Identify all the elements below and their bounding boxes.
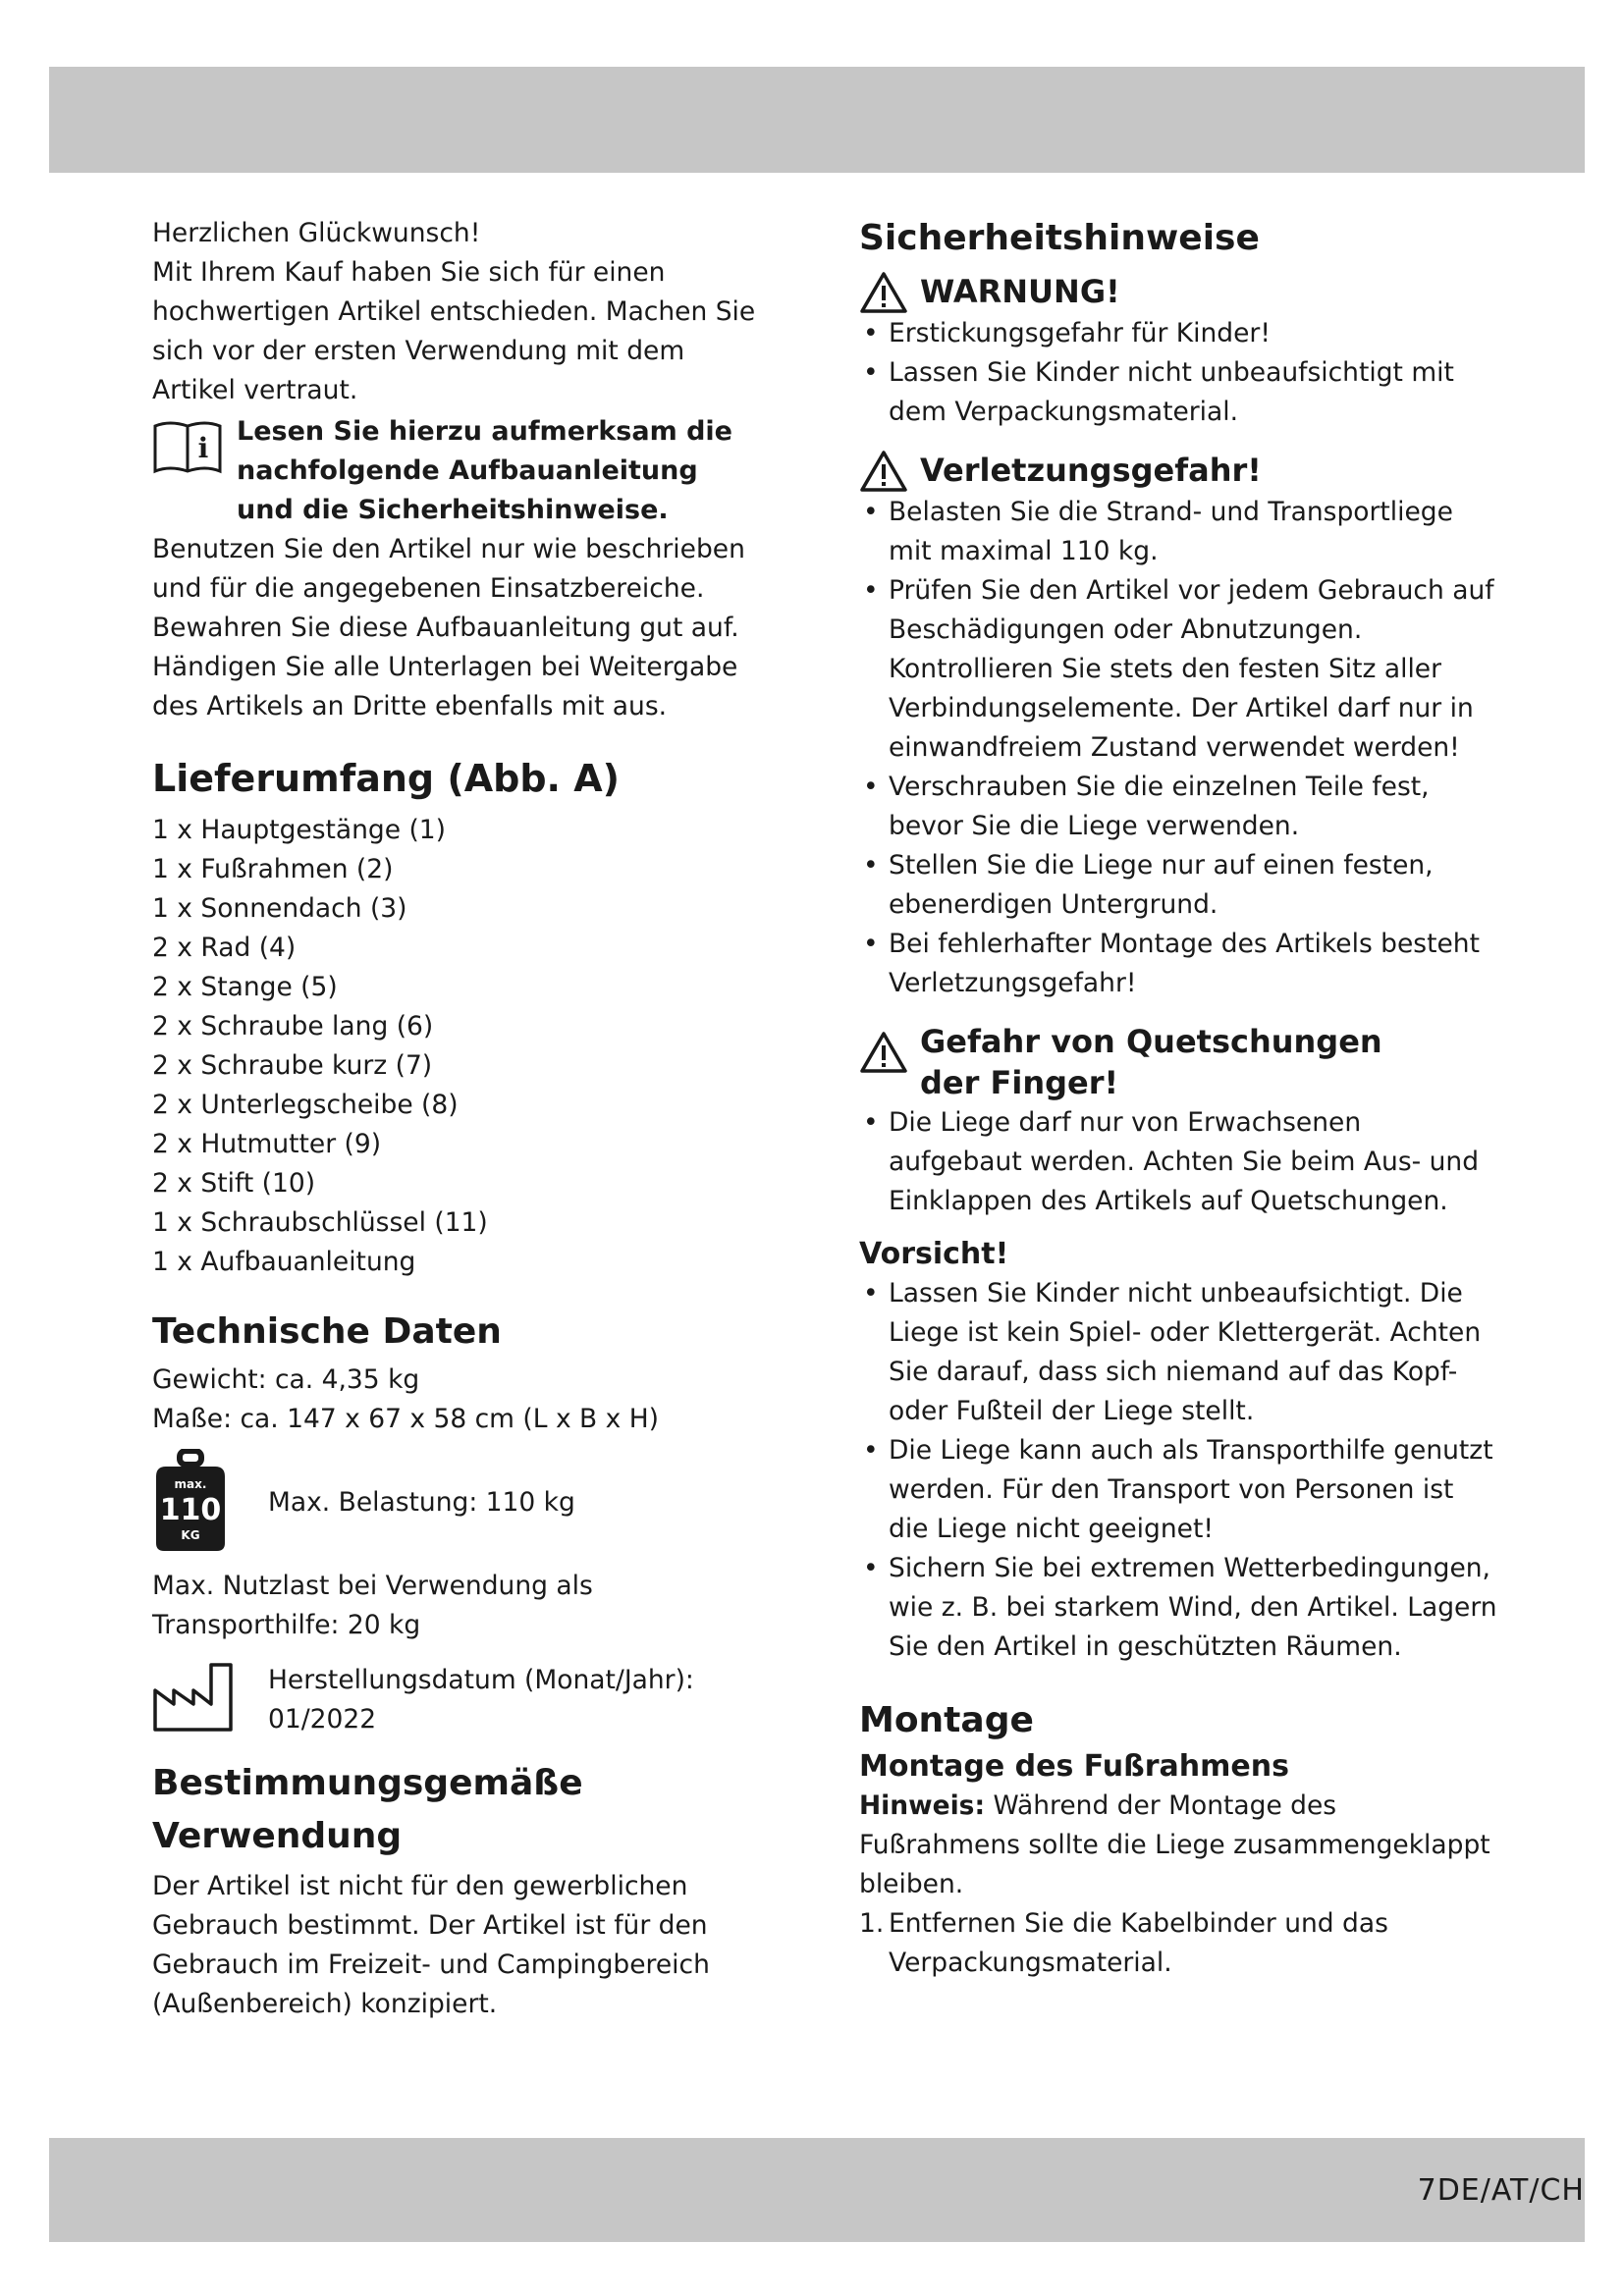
header-band: [49, 67, 1585, 173]
assembly-steps: [859, 1904, 1497, 1983]
step-number: 1.: [859, 1908, 885, 1939]
hint-text: Während der Montage des Fußrahmens sollte die Liege zusammengeklappt bleiben.: [859, 1790, 1490, 1899]
usage-paragraph: Benutzen Sie den Artikel nur wie beschrieben und für die angegebenen Einsatzbereiche. Bewahren Sie diese Aufbauanleitung gut auf. Händigen Sie alle Unterlagen bei Weitergabe des Artikels an Dritte ebenfalls mit aus.: [152, 534, 745, 721]
list-item: • Erstickungsgefahr für Kinder!: [859, 314, 1497, 353]
left-column: [152, 214, 761, 2024]
footer-band: [49, 2138, 1585, 2242]
weight-icon: [152, 1449, 229, 1553]
svg-text:i: i: [197, 432, 209, 464]
list-item: • Lassen Sie Kinder nicht unbeaufsichtigt mit dem Verpackungsmaterial.: [859, 353, 1497, 432]
list-item: 2 x Unterlegscheibe (8): [152, 1090, 459, 1120]
list-item: • Sichern Sie bei extremen Wetterbedingungen, wie z. B. bei starkem Wind, den Artikel. Lagern Sie den Artikel in geschützten Räumen.: [859, 1549, 1497, 1667]
caution-title: Vorsicht!: [859, 1237, 1009, 1271]
assembly-hint: [859, 1787, 1497, 1904]
list-item: 1 x Fußrahmen (2): [152, 854, 394, 884]
intended-use-paragraph: Der Artikel ist nicht für den gewerblichen Gebrauch bestimmt. Der Artikel ist für den Gebrauch im Freizeit- und Campingbereich (Außenbereich) konzipiert.: [152, 1871, 710, 2019]
right-column: [859, 214, 1497, 1983]
greeting: Herzlichen Glückwunsch!: [152, 218, 481, 248]
injury-head: [859, 450, 1497, 493]
warning-list: [859, 314, 1497, 432]
list-item: 2 x Rad (4): [152, 933, 297, 963]
safety-heading: Sicherheitshinweise: [859, 218, 1260, 258]
list-item: 2 x Hutmutter (9): [152, 1129, 382, 1159]
weight-icon-max: max.: [174, 1477, 207, 1491]
pinch-list: [859, 1103, 1497, 1221]
tech-weight: Gewicht: ca. 4,35 kg: [152, 1364, 420, 1395]
warning-triangle-icon: [859, 450, 908, 493]
payload: Max. Nutzlast bei Verwendung als Transporthilfe: 20 kg: [152, 1571, 593, 1640]
list-item: • Lassen Sie Kinder nicht unbeaufsichtigt. Die Liege ist kein Spiel- oder Klettergerät. Achten Sie darauf, dass sich niemand auf das Kopf- oder Fußteil der Liege stellt.: [859, 1274, 1497, 1431]
list-item: 2 x Schraube lang (6): [152, 1011, 434, 1041]
max-load-row: [152, 1449, 761, 1557]
list-item: 1 x Sonnendach (3): [152, 893, 407, 924]
list-item: • Belasten Sie die Strand- und Transportliege mit maximal 110 kg.: [859, 493, 1497, 571]
intro-paragraph: Mit Ihrem Kauf haben Sie sich für einen hochwertigen Artikel entschieden. Machen Sie sich vor der ersten Verwendung mit dem Artikel vertraut.: [152, 257, 756, 405]
list-item: • Bei fehlerhafter Montage des Artikels besteht Verletzungsgefahr!: [859, 925, 1497, 1003]
caution-list: [859, 1274, 1497, 1667]
read-note: [152, 412, 761, 530]
max-load: Max. Belastung: 110 kg: [268, 1487, 575, 1518]
list-item: 2 x Stange (5): [152, 972, 338, 1002]
factory-icon: [152, 1661, 235, 1734]
list-item: 2 x Schraube kurz (7): [152, 1050, 433, 1081]
injury-list: [859, 493, 1497, 1003]
list-item: • Stellen Sie die Liege nur auf einen festen, ebenerdigen Untergrund.: [859, 846, 1497, 925]
pinch-title: Gefahr von Quetschungen der Finger!: [920, 1023, 1382, 1101]
manufacture-row: [152, 1661, 761, 1739]
assembly-subheading: Montage des Fußrahmens: [859, 1749, 1289, 1784]
scope-list: [152, 811, 761, 1282]
step-text: Entfernen Sie die Kabelbinder und das Verpackungsmaterial.: [889, 1908, 1388, 1978]
page-number: 7DE/AT/CH: [1417, 2173, 1585, 2208]
list-item: • Die Liege kann auch als Transporthilfe genutzt werden. Für den Transport von Personen ist die Liege nicht geeignet!: [859, 1431, 1497, 1549]
warning-head: [859, 271, 1497, 314]
pinch-head: [859, 1021, 1497, 1103]
list-item: 1 x Schraubschlüssel (11): [152, 1207, 488, 1238]
warning-title: WARNUNG!: [920, 273, 1120, 310]
manufacture-label: Herstellungsdatum (Monat/Jahr):: [268, 1665, 694, 1695]
weight-icon-unit: KG: [181, 1528, 200, 1542]
intended-use-heading: Bestimmungsgemäße Verwendung: [152, 1763, 583, 1856]
warning-triangle-icon: [859, 1031, 908, 1078]
read-note-text: Lesen Sie hierzu aufmerksam die nachfolgende Aufbauanleitung und die Sicherheitshinweise.: [237, 416, 732, 525]
list-item: • Prüfen Sie den Artikel vor jedem Gebrauch auf Beschädigungen oder Abnutzungen. Kontrollieren Sie stets den festen Sitz aller Verbindungselemente. Der Artikel darf nur in einwandfreiem Zustand verwendet werden!: [859, 571, 1497, 768]
list-item: 2 x Stift (10): [152, 1168, 316, 1199]
manufacture-date: 01/2022: [268, 1704, 377, 1735]
list-item: [859, 1904, 1497, 1983]
list-item: 1 x Hauptgestänge (1): [152, 815, 447, 845]
injury-title: Verletzungsgefahr!: [920, 452, 1262, 489]
list-item: • Die Liege darf nur von Erwachsenen aufgebaut werden. Achten Sie beim Aus- und Einklappen des Artikels auf Quetschungen.: [859, 1103, 1497, 1221]
scope-heading: Lieferumfang (Abb. A): [152, 757, 620, 800]
list-item: 1 x Aufbauanleitung: [152, 1247, 416, 1277]
assembly-heading: Montage: [859, 1700, 1034, 1740]
hint-label: Hinweis:: [859, 1790, 986, 1821]
list-item: • Verschrauben Sie die einzelnen Teile fest, bevor Sie die Liege verwenden.: [859, 768, 1497, 846]
tech-heading: Technische Daten: [152, 1311, 502, 1352]
weight-icon-value: 110: [159, 1493, 222, 1527]
book-info-icon: [152, 418, 223, 475]
warning-triangle-icon: [859, 271, 908, 314]
tech-dimensions: Maße: ca. 147 x 67 x 58 cm (L x B x H): [152, 1404, 660, 1434]
